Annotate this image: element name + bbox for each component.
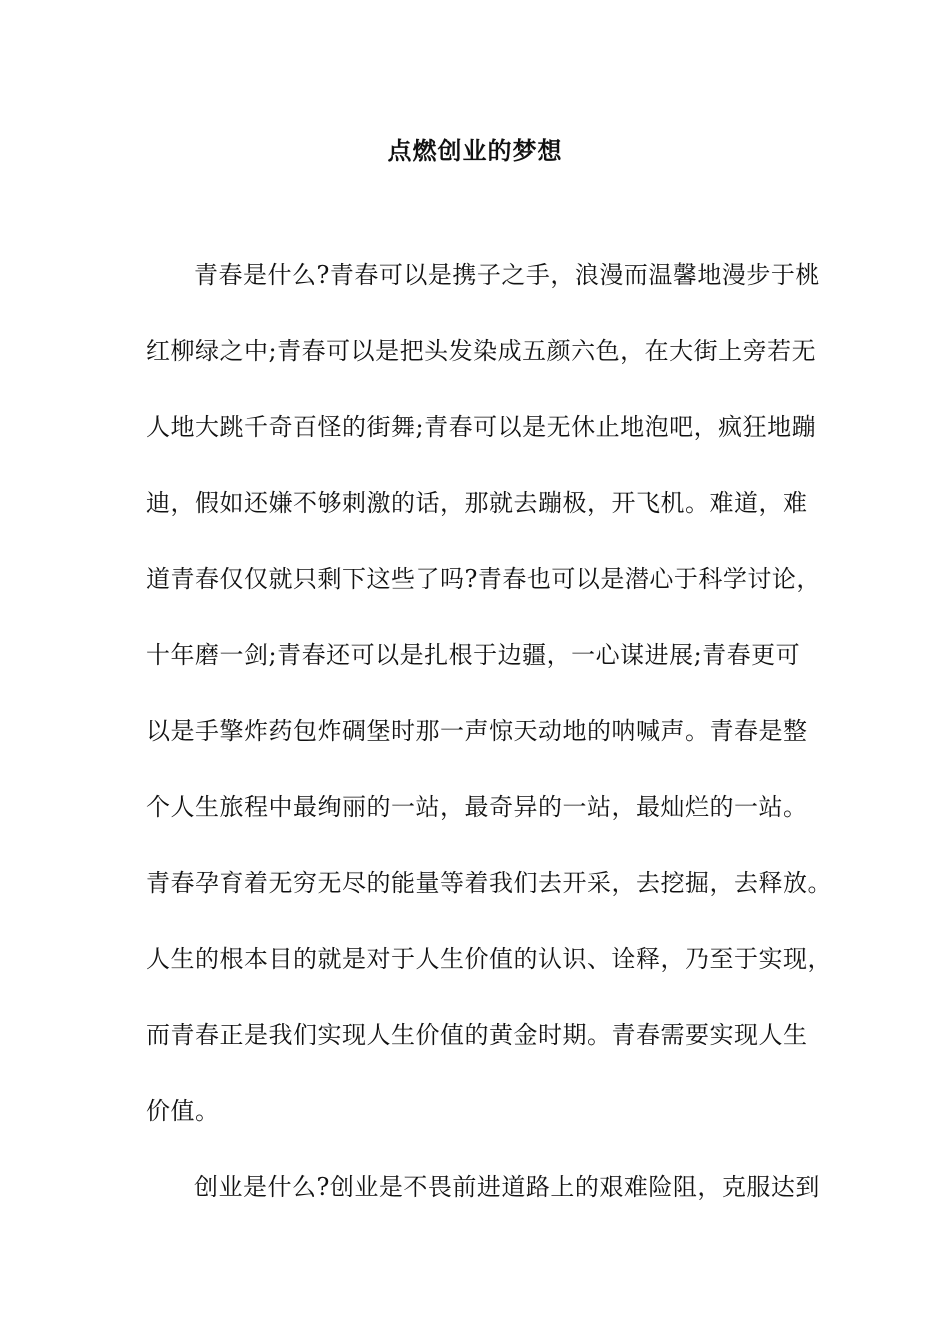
- document-title: 点燃创业的梦想: [387, 136, 563, 165]
- paragraph-line: 青春是什么?青春可以是携子之手，浪漫而温馨地漫步于桃: [194, 261, 820, 289]
- paragraph-line: 道青春仅仅就只剩下这些了吗?青春也可以是潜心于科学讨论，: [146, 565, 821, 593]
- paragraph-line: 人生的根本目的就是对于人生价值的认识、诠释，乃至于实现，: [146, 945, 832, 973]
- paragraph-line: 迪，假如还嫌不够刺激的话，那就去蹦极，开飞机。难道，难: [146, 489, 808, 517]
- paragraph-line: 人地大跳千奇百怪的街舞;青春可以是无休止地泡吧，疯狂地蹦: [146, 413, 817, 441]
- paragraph-line: 十年磨一剑;青春还可以是扎根于边疆，一心谋进展;青春更可: [146, 641, 801, 669]
- paragraph-line: 价值。: [146, 1097, 220, 1125]
- paragraph-line: 而青春正是我们实现人生价值的黄金时期。青春需要实现人生: [146, 1021, 808, 1049]
- document-body: [146, 260, 836, 1248]
- paragraph-line: 红柳绿之中;青春可以是把头发染成五颜六色，在大街上旁若无: [146, 337, 817, 365]
- paragraph-line: 个人生旅程中最绚丽的一站，最奇异的一站，最灿烂的一站。: [146, 793, 808, 821]
- paragraph-line: 青春孕育着无穷无尽的能量等着我们去开采，去挖掘，去释放。: [146, 869, 832, 897]
- paragraph-line: 创业是什么?创业是不畏前进道路上的艰难险阻，克服达到: [194, 1173, 820, 1201]
- paragraph-line: 以是手擎炸药包炸碉堡时那一声惊天动地的呐喊声。青春是整: [146, 717, 808, 745]
